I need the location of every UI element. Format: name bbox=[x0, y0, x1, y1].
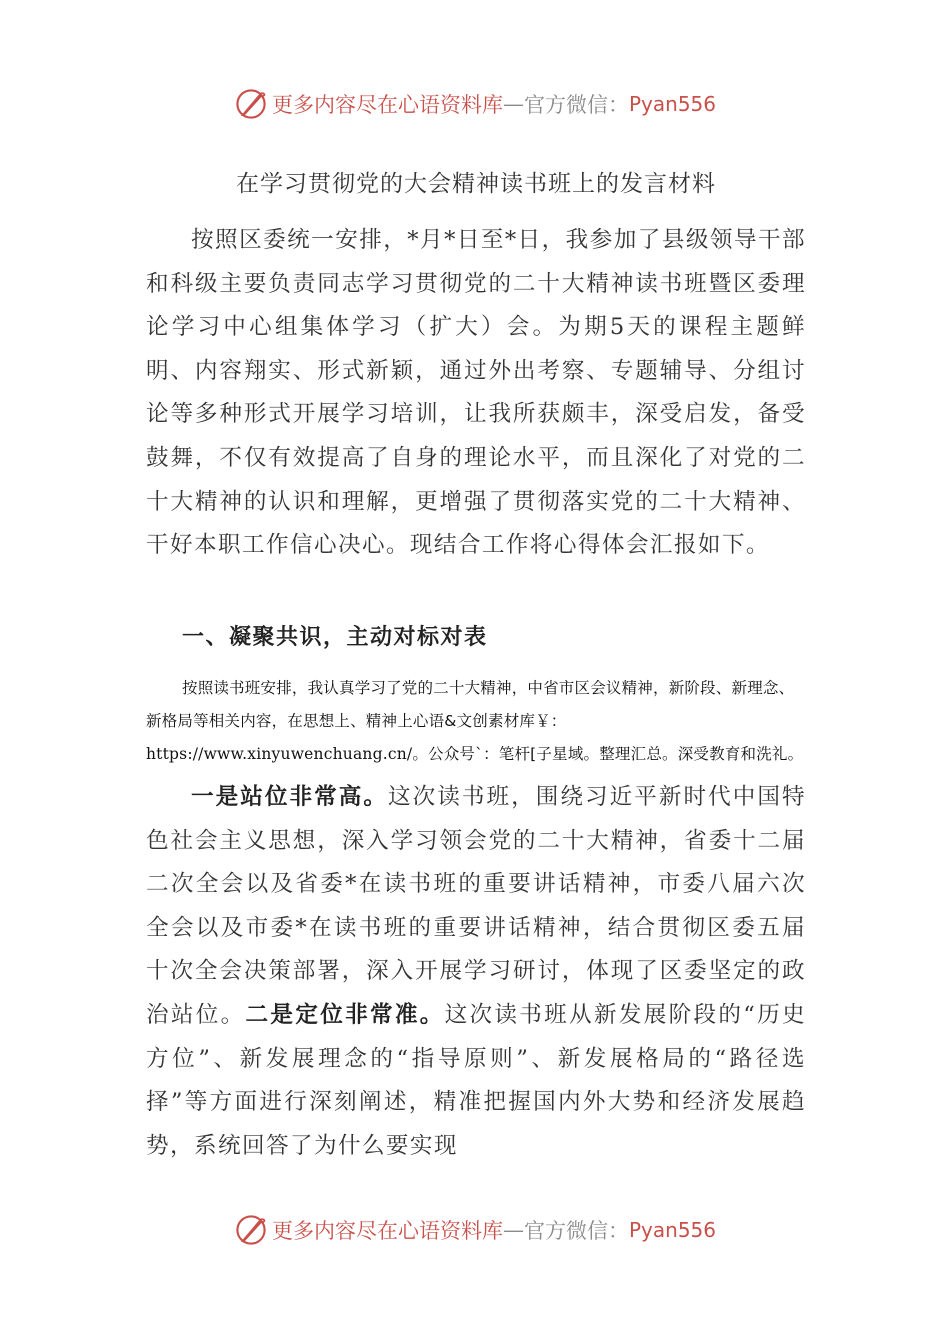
note-text-b: 。公众号`：笔杆[子星域。整理汇总。深受教育和洗礼。 bbox=[412, 745, 804, 763]
note-text-a: 按照读书班安排，我认真学习了党的二十大精神，中省市区会议精神，新阶段、新理念、新格局等相关内容，在思想上、精神上心语&文创素材库￥： bbox=[146, 679, 795, 730]
watermark-official: 官方微信： bbox=[523, 1219, 629, 1243]
quill-logo-icon bbox=[234, 87, 268, 121]
inserted-note-paragraph bbox=[146, 672, 806, 771]
footer-watermark bbox=[0, 1208, 950, 1252]
points-paragraph bbox=[146, 776, 806, 1168]
intro-paragraph: 按照区委统一安排，*月*日至*日，我参加了县级领导干部和科级主要负责同志学习贯彻党的二十大精神读书班暨区委理论学习中心组集体学习（扩大）会。为期5天的课程主题鲜明、内容翔实、形式新颖，通过外出考察、专题辅导、分组讨论等多种形式开展学习培训，让我所获颇丰，深受启发，备受鼓舞，不仅有效提高了自身的理论水平，而且深化了对党的二十大精神的认识和理解，更增强了贯彻落实党的二十大精神、干好本职工作信心决心。现结合工作将心得体会汇报如下。 bbox=[146, 227, 806, 559]
point2-label: 二是定位非常准。 bbox=[245, 1001, 445, 1028]
document-title: 在学习贯彻党的大会精神读书班上的发言材料 bbox=[236, 171, 716, 197]
point1-text: 这次读书班，围绕习近平新时代中国特色社会主义思想，深入学习领会党的二十大精神，省委十二届二次全会以及省委*在读书班的重要讲话精神，市委八届六次全会以及市委*在读书班的重要讲话精神，结合贯彻区委五届十次全会决策部署，深入开展学习研讨，体现了区委坚定的政治站位。 bbox=[146, 784, 806, 1028]
watermark-dash: — bbox=[502, 1218, 524, 1242]
watermark-brand: 更多内容尽在心语资料库 bbox=[271, 93, 503, 117]
point2-text: 这次读书班从新发展阶段的“历史方位”、新发展理念的“指导原则”、新发展格局的“路径选择”等方面进行深刻阐述，精准把握国内外大势和经济发展趋势，系统回答了为什么要实现 bbox=[146, 1001, 806, 1159]
watermark-wechat-id: Pyan556 bbox=[628, 92, 716, 116]
quill-logo-icon bbox=[234, 1213, 268, 1247]
watermark-dash: — bbox=[502, 92, 524, 116]
watermark-official: 官方微信： bbox=[523, 93, 629, 117]
point1-label: 一是站位非常高。 bbox=[191, 784, 388, 810]
header-watermark bbox=[0, 82, 950, 126]
section-heading-1: 一、凝聚共识，主动对标对表 bbox=[182, 625, 488, 650]
note-url: https://www.xinyuwenchuang.cn/ bbox=[146, 745, 413, 763]
watermark-wechat-id: Pyan556 bbox=[628, 1218, 716, 1242]
watermark-brand: 更多内容尽在心语资料库 bbox=[271, 1219, 503, 1243]
